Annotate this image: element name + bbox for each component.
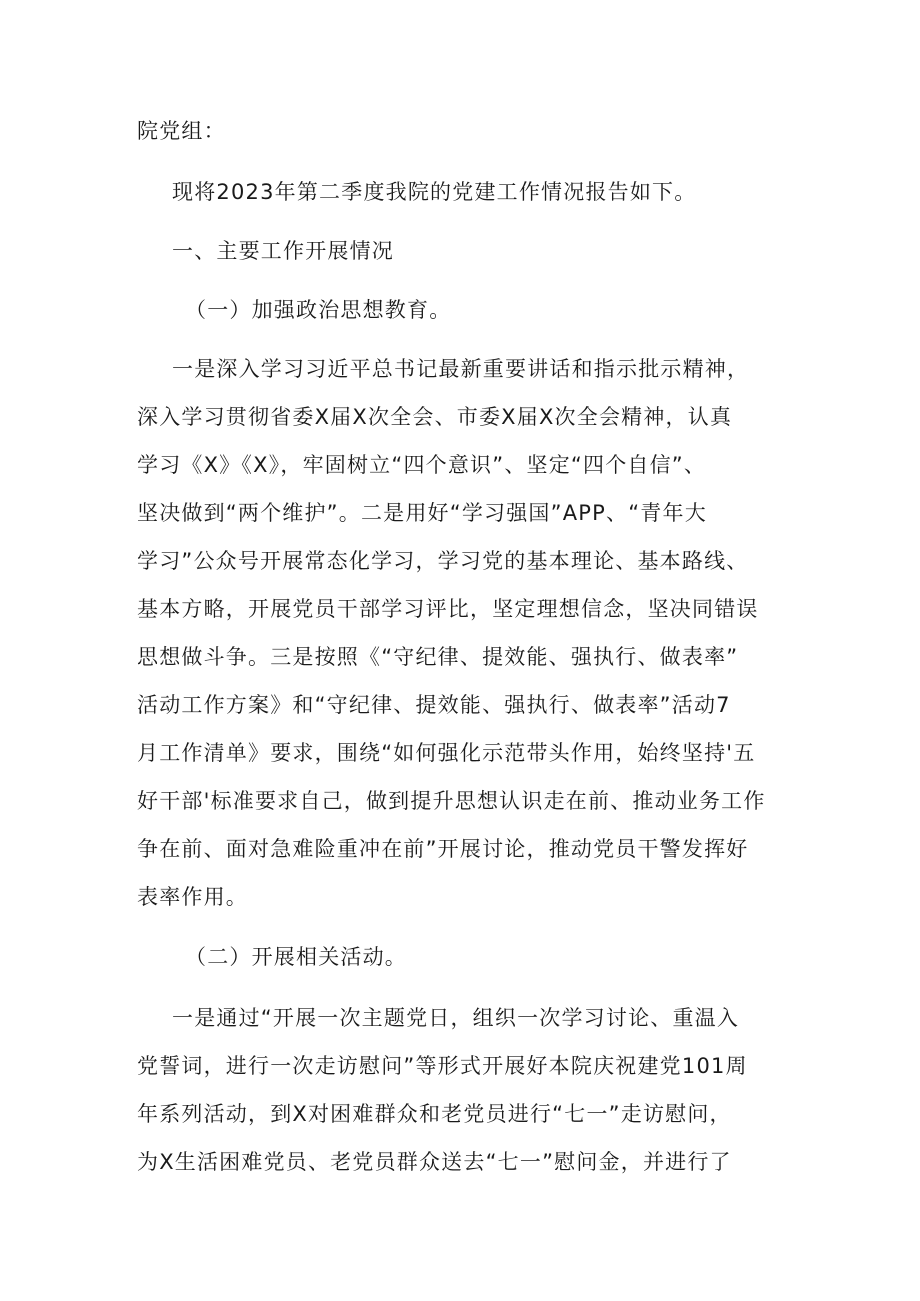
paragraph-line: 深入学习贯彻省委X届X次全会、市委X届X次全会精神，认真 xyxy=(137,405,733,429)
paragraph-line: 活动工作方案》和“守纪律、提效能、强执行、做表率”活动7 xyxy=(137,693,731,717)
paragraph-line: 表率作用。 xyxy=(137,885,248,909)
intro-paragraph: 现将2023年第二季度我院的党建工作情况报告如下。 xyxy=(172,180,697,204)
paragraph-line: 为X生活困难党员、老党员群众送去“七一”慰问金，并进行了 xyxy=(137,1150,732,1174)
paragraph-line: 学习《X》《X》，牢固树立“四个意识”、坚定“四个自信”、 xyxy=(137,453,707,477)
paragraph-line: 坚决做到“两个维护”。二是用好“学习强国”APP、“青年大 xyxy=(137,501,707,525)
paragraph-line: 基本方略，开展党员干部学习评比，坚定理想信念，坚决同错误 xyxy=(137,597,759,621)
paragraph-line: 党誓词，进行一次走访慰问”等形式开展好本院庆祝建党101周 xyxy=(137,1054,748,1078)
paragraph-line: 学习”公众号开展常态化学习，学习党的基本理论、基本路线、 xyxy=(137,549,749,573)
paragraph-line: 月工作清单》要求，围绕“如何强化示范带头作用，始终坚持'五 xyxy=(137,741,756,765)
section-heading: 一、主要工作开展情况 xyxy=(172,239,394,263)
paragraph-line: 一是通过“开展一次主题党日，组织一次学习讨论、重温入 xyxy=(172,1006,740,1030)
paragraph-line: 好干部'标准要求自己，做到提升思想认识走在前、推动业务工作 xyxy=(137,789,766,813)
paragraph-line: 思想做斗争。三是按照《“守纪律、提效能、强执行、做表率” xyxy=(137,645,739,669)
paragraph-line: 争在前、面对急难险重冲在前”开展讨论，推动党员干警发挥好 xyxy=(137,837,749,861)
paragraph-line: 一是深入学习习近平总书记最新重要讲话和指示批示精神， xyxy=(172,357,750,381)
paragraph-line: 年系列活动，到X对困难群众和老党员进行“七一”走访慰问， xyxy=(137,1102,732,1126)
subsection-heading: （二）开展相关活动。 xyxy=(185,945,407,969)
subsection-heading: （一）加强政治思想教育。 xyxy=(185,298,452,322)
salutation: 院党组： xyxy=(137,119,226,143)
